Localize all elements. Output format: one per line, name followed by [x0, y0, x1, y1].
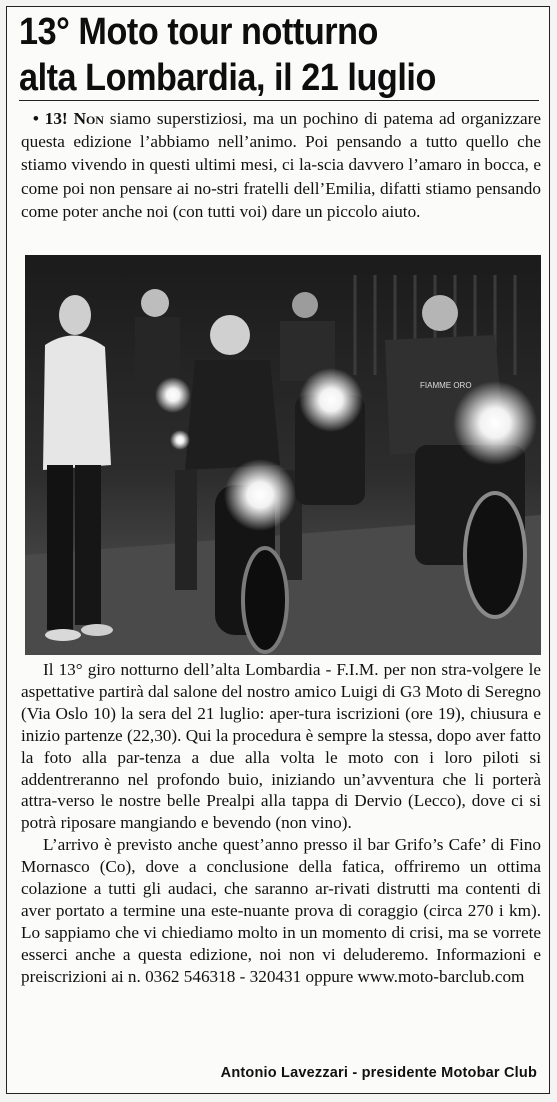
headline-line-2: alta Lombardia, il 21 luglio	[19, 57, 436, 99]
article-body	[21, 659, 541, 988]
author-signature: Antonio Lavezzari - presidente Motobar Club	[220, 1065, 537, 1081]
newspaper-clipping	[6, 6, 550, 1094]
body-paragraph-1: Il 13° giro notturno dell’alta Lombardia - F.I.M. per non stra-volgere le aspettative partirà dal salone del nostro amico Luigi di G3 Moto di Seregno (Via Oslo 10) la sera del 21 luglio: aper-tura iscrizioni (ore 19), chiusura e inizio partenze (22,30). Qui la procedura è sempre la stessa, dopo aver fatto la foto alla par-tenza a due alla volta le moto con i loro piloti si addentreranno nel profondo buio, iniziando un’avventura che li porterà attra-verso le nostre belle Prealpi alla tappa di Dervio (Lecco), dove ci si potrà riposare mangiando e bevendo (non vino).	[21, 660, 541, 833]
tank-fiamme-oro-text: FIAMME ORO	[420, 381, 472, 390]
intro-paragraph	[21, 107, 541, 223]
article-headline	[19, 9, 494, 101]
intro-text: siamo superstiziosi, ma un pochino di patema ad organizzare questa edizione l’abbiamo nell’animo. Poi pensando a tutto quello che stiamo vivendo in questi ultimi mesi, ci la-scia davvero l’amaro in bocca, e come poi non pensare ai no-stri fratelli dell’Emilia, difatti stiamo pensando come poter anche noi (con tutti voi) dare un piccolo aiuto.	[21, 109, 542, 221]
intro-smallcaps: Non	[73, 109, 104, 128]
headline-divider	[19, 100, 539, 101]
intro-bullet: • 13!	[32, 109, 68, 128]
article-photo	[25, 255, 541, 655]
headline-line-1: 13° Moto tour notturno	[19, 11, 379, 53]
body-paragraph-2: L’arrivo è previsto anche quest’anno presso il bar Grifo’s Cafe’ di Fino Mornasco (Co), dove a conclusione della fatica, offriremo un ottima colazione a tutti gli audaci, che saranno ar-rivati distrutti ma contenti di aver portato a termine una este-nuante prova di coraggio (circa 270 i km). Lo sappiamo che vi chiediamo molto in un momento di crisi, ma se vorrete esserci anche a questa edizione, noi non vi deluderemo. Informazioni e preiscrizioni ai n. 0362 546318 - 320431 oppure www.moto-barclub.com	[21, 835, 541, 986]
